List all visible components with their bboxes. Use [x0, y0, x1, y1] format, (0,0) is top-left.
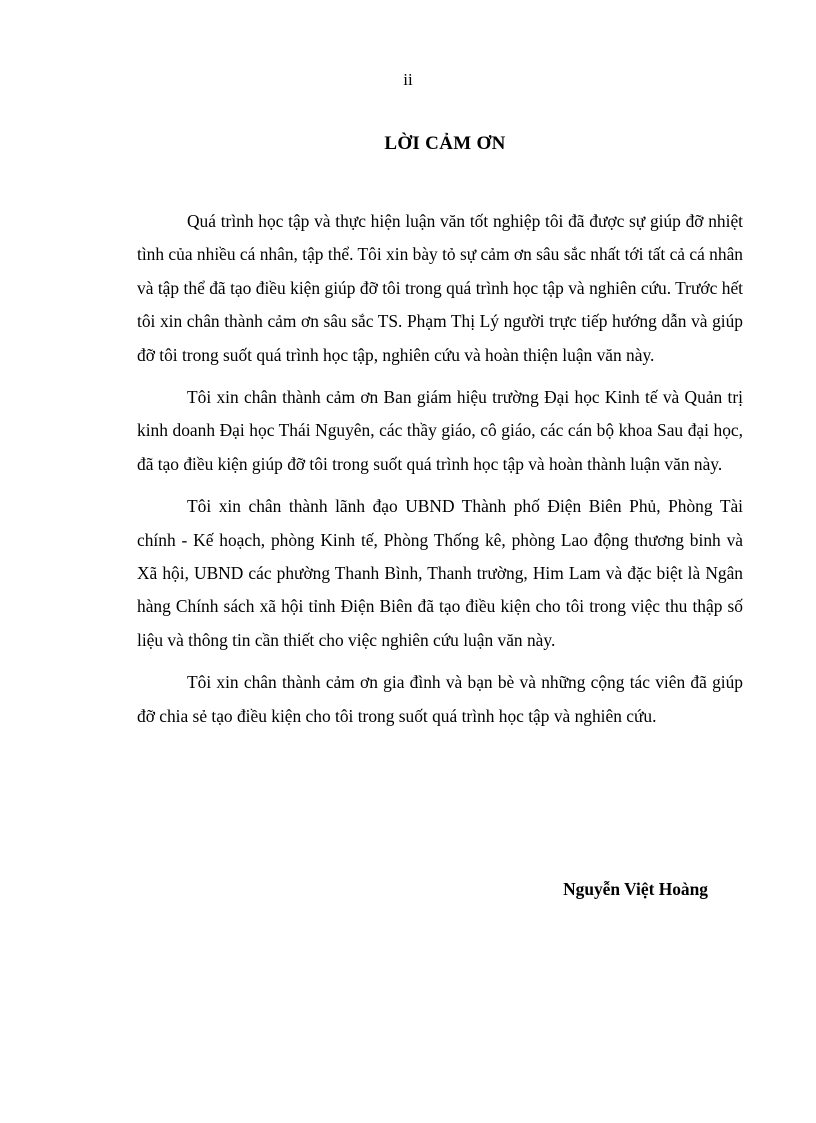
paragraph-1: Quá trình học tập và thực hiện luận văn tốt nghiệp tôi đã được sự giúp đỡ nhiệt tình của nhiều cá nhân, tập thể. Tôi xin bày tỏ sự cảm ơn sâu sắc nhất tới tất cả cá nhân và tập thể đã tạo điều kiện giúp đỡ tôi trong quá trình học tập và nghiên cứu. Trước hết tôi xin chân thành cảm ơn sâu sắc TS. Phạm Thị Lý người trực tiếp hướng dẫn và giúp đỡ tôi trong suốt quá trình học tập, nghiên cứu và hoàn thiện luận văn này.	[137, 211, 743, 365]
page-title: LỜI CẢM ƠN	[384, 133, 506, 154]
page-number: ii	[403, 70, 413, 89]
author-signature: Nguyễn Việt Hoàng	[563, 879, 708, 899]
paragraph-3: Tôi xin chân thành lãnh đạo UBND Thành phố Điện Biên Phủ, Phòng Tài chính - Kế hoạch, phòng Kinh tế, Phòng Thống kê, phòng Lao động thương binh và Xã hội, UBND các phường Thanh Bình, Thanh trường, Him Lam và đặc biệt là Ngân hàng Chính sách xã hội tỉnh Điện Biên đã tạo điều kiện cho tôi trong việc thu thập số liệu và thông tin cần thiết cho việc nghiên cứu luận văn này.	[137, 496, 743, 650]
paragraph-4: Tôi xin chân thành cảm ơn gia đình và bạn bè và những cộng tác viên đã giúp đỡ chia sẻ tạo điều kiện cho tôi trong suốt quá trình học tập và nghiên cứu.	[137, 672, 743, 726]
paragraph-2: Tôi xin chân thành cảm ơn Ban giám hiệu trường Đại học Kinh tế và Quản trị kinh doanh Đại học Thái Nguyên, các thầy giáo, cô giáo, các cán bộ khoa Sau đại học, đã tạo điều kiện giúp đỡ tôi trong suốt quá trình học tập và hoàn thành luận văn này.	[137, 387, 743, 474]
acknowledgement-body	[137, 205, 743, 742]
